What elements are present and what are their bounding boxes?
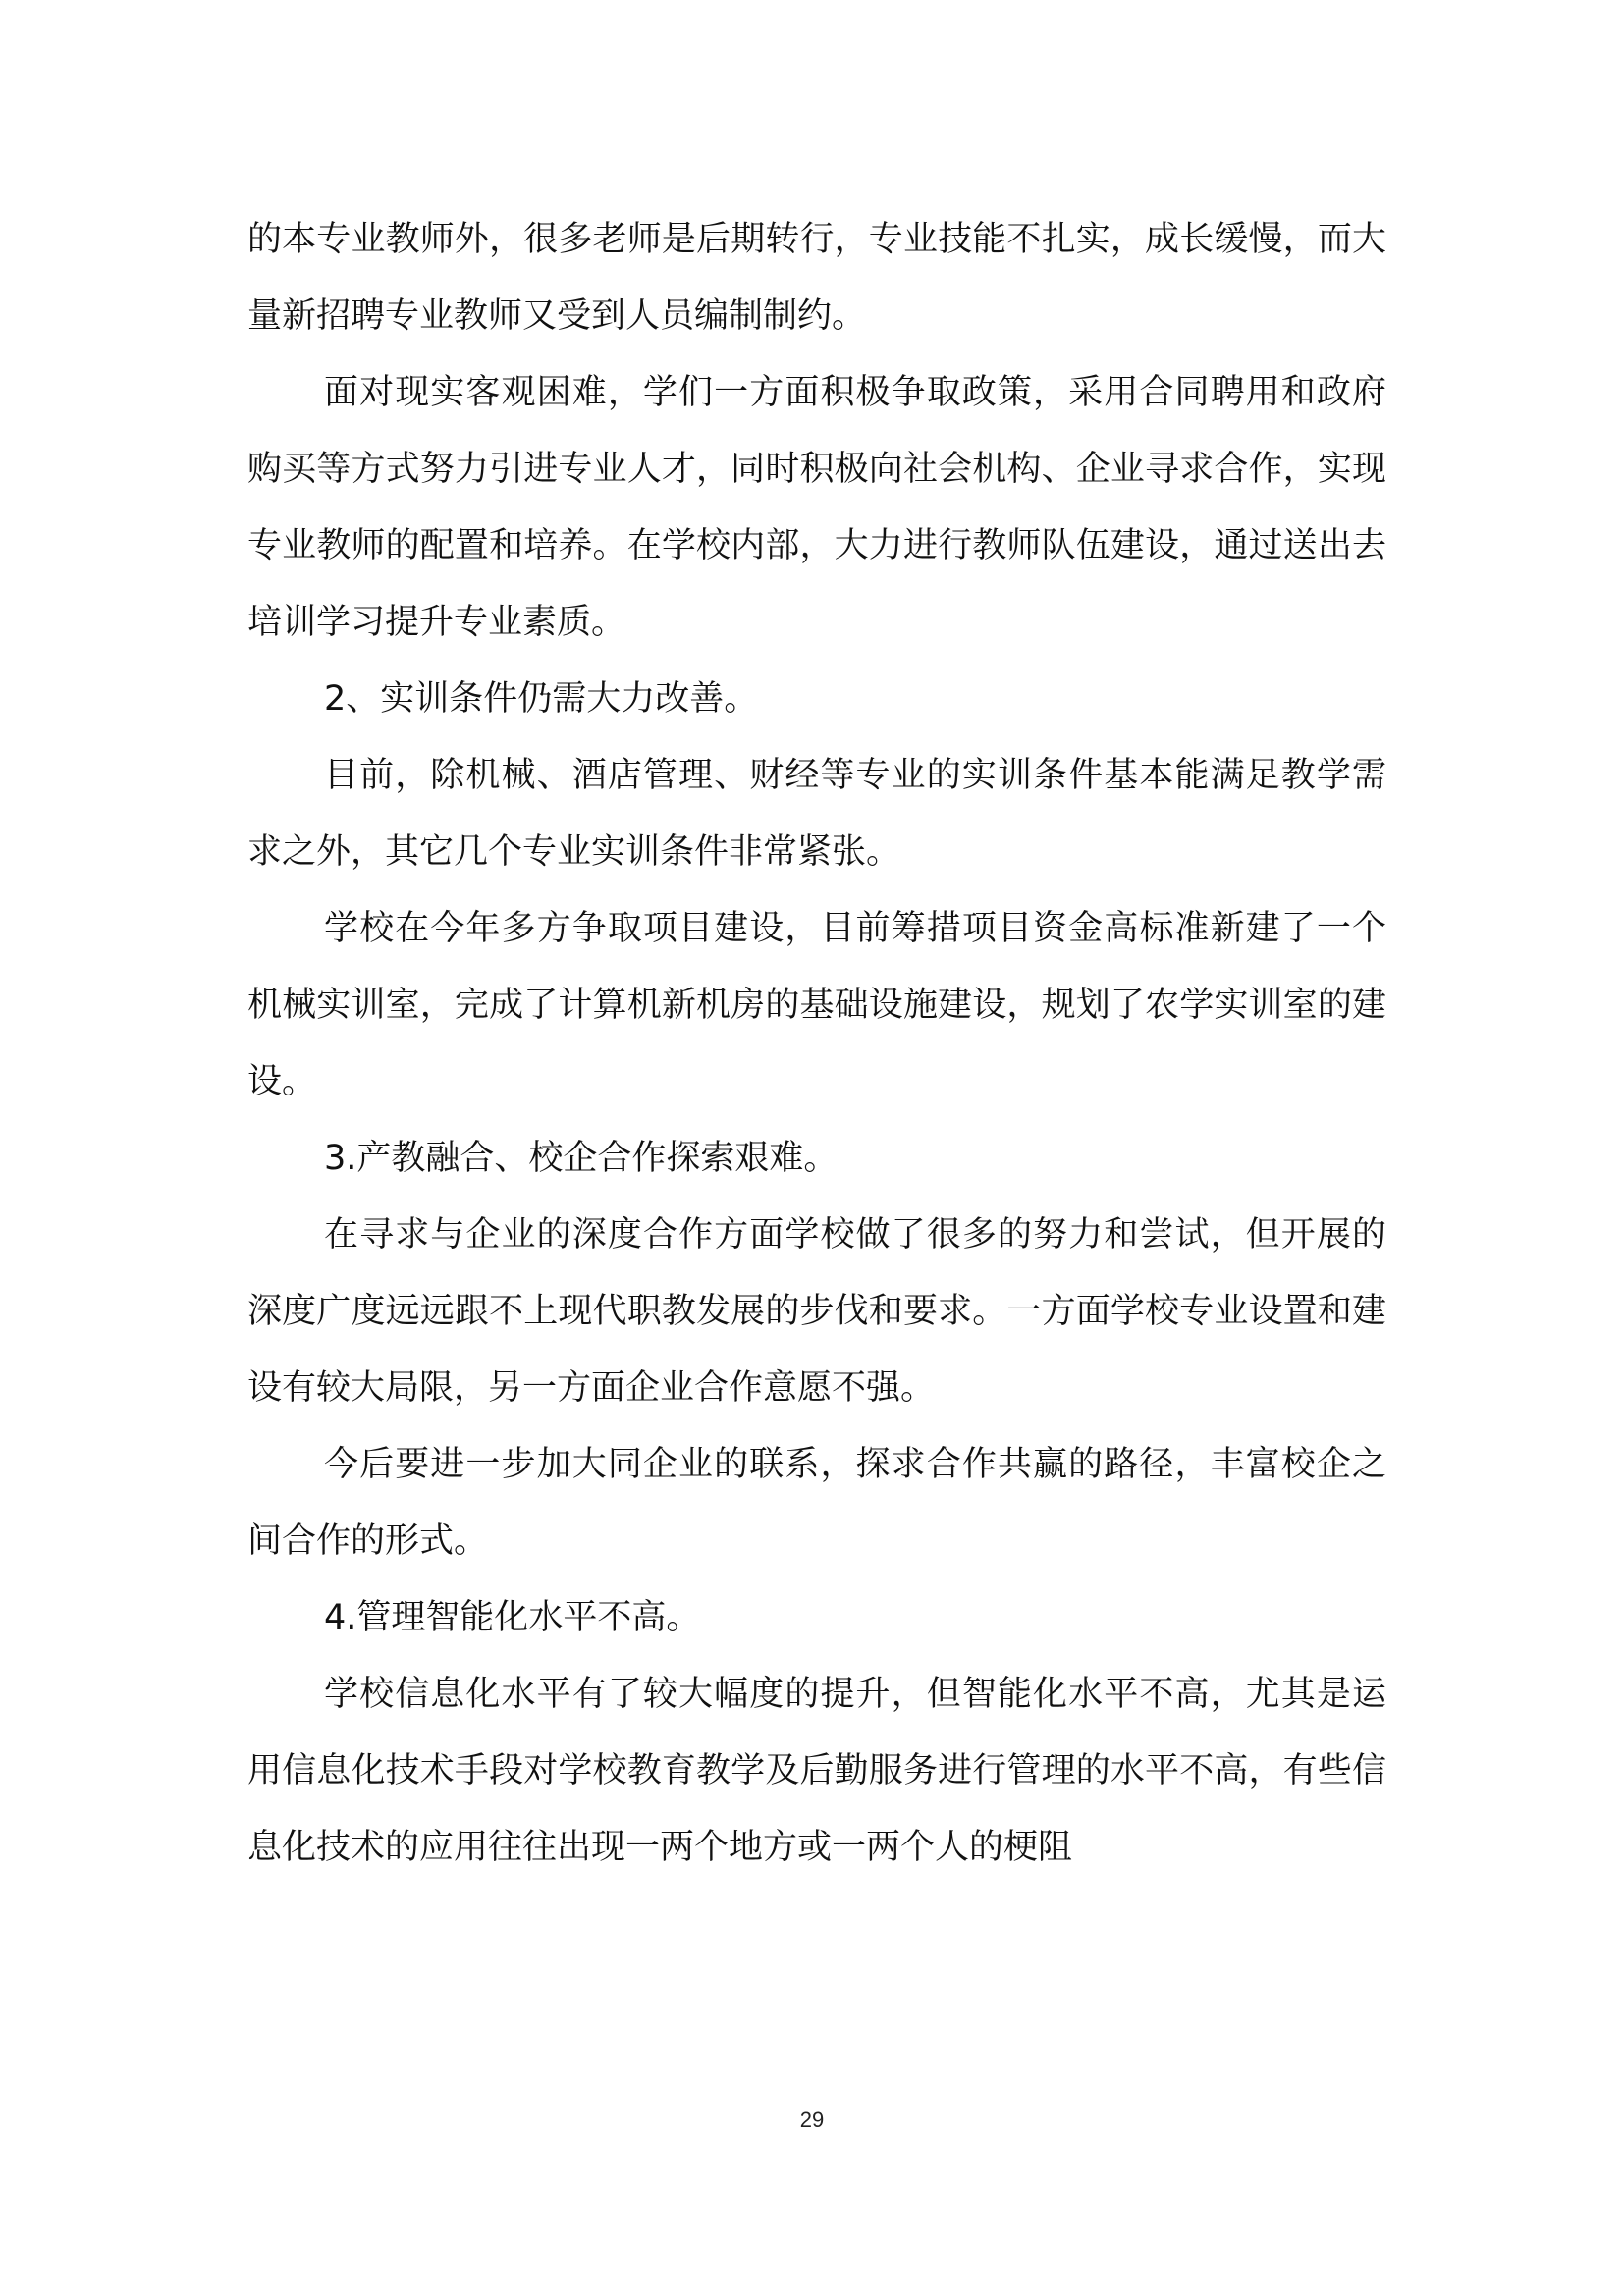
page-body [247,201,1386,1886]
paragraph-informatization-level: 学校信息化水平有了较大幅度的提升，但智能化水平不高，尤其是运用信息化技术手段对学校教育教学及后勤服务进行管理的水平不高，有些信息化技术的应用往往出现一两个地方或一两个人的梗阻 [247,1675,1386,1867]
paragraph-future-cooperation: 今后要进一步加大同企业的联系，探求合作共赢的路径，丰富校企之间合作的形式。 [247,1445,1386,1561]
page-number: 29 [799,2108,825,2132]
section-heading-training-conditions: 2、实训条件仍需大力改善。 [324,679,759,719]
paragraph-response-to-difficulties: 面对现实客观困难，学们一方面积极争取政策，采用合同聘用和政府购买等方式努力引进专业人才，同时积极向社会机构、企业寻求合作，实现专业教师的配置和培养。在学校内部，大力进行教师队伍建设，通过送出去培训学习提升专业素质。 [247,373,1386,642]
section-heading-industry-education: 3.产教融合、校企合作探索艰难。 [324,1139,839,1178]
paragraph-enterprise-cooperation: 在寻求与企业的深度合作方面学校做了很多的努力和尝试，但开展的深度广度远远跟不上现代职教发展的步伐和要求。一方面学校专业设置和建设有较大局限，另一方面企业合作意愿不强。 [247,1215,1386,1408]
paragraph-continuation: 的本专业教师外，很多老师是后期转行，专业技能不扎实，成长缓慢，而大量新招聘专业教师又受到人员编制制约。 [247,220,1386,336]
section-heading-management-intelligence: 4.管理智能化水平不高。 [324,1598,701,1637]
paragraph-current-training-conditions: 目前，除机械、酒店管理、财经等专业的实训条件基本能满足教学需求之外，其它几个专业实训条件非常紧张。 [247,756,1386,872]
paragraph-project-construction: 学校在今年多方争取项目建设，目前筹措项目资金高标准新建了一个机械实训室，完成了计算机新机房的基础设施建设，规划了农学实训室的建设。 [247,909,1386,1101]
